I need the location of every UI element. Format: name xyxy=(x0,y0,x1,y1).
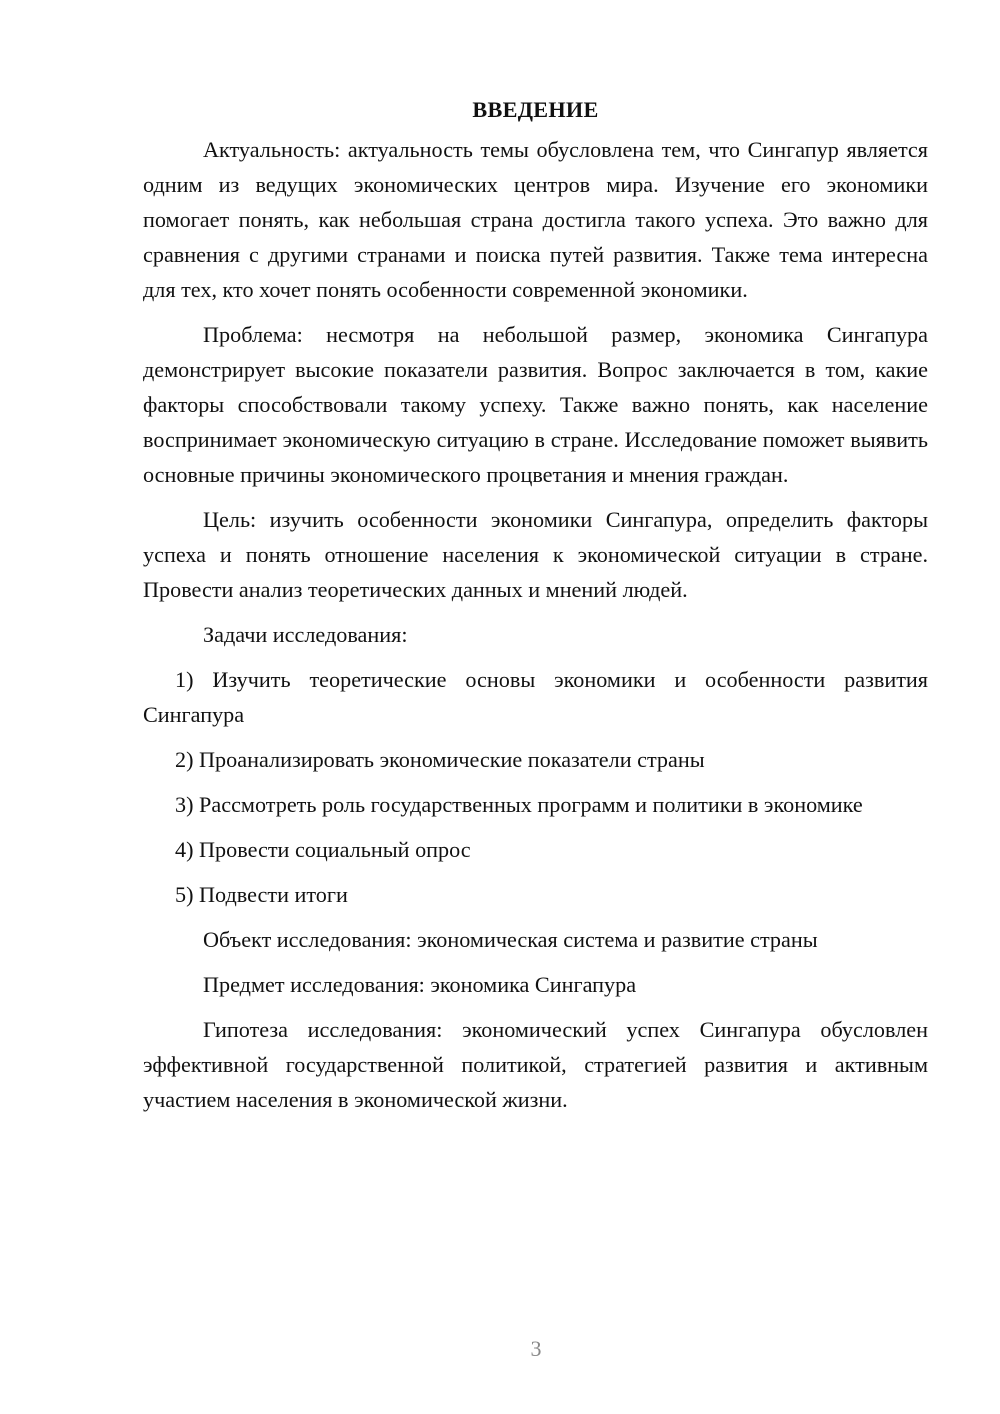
research-subject: Предмет исследования: экономика Сингапура xyxy=(203,972,637,997)
research-object: Объект исследования: экономическая система и развитие страны xyxy=(203,927,818,952)
task-item-5: 5) Подвести итоги xyxy=(175,882,348,907)
task-item-4: 4) Провести социальный опрос xyxy=(175,837,471,862)
page-body xyxy=(143,92,928,1127)
page-number: 3 xyxy=(530,1336,542,1361)
tasks-heading: Задачи исследования: xyxy=(203,622,408,647)
goal-paragraph: Цель: изучить особенности экономики Сингапура, определить факторы успеха и понять отношение населения к экономической ситуации в стране. Провести анализ теоретических данных и мнений людей. xyxy=(143,507,928,602)
task-item-1: 1) Изучить теоретические основы экономики и особенности развития Сингапура xyxy=(143,667,928,727)
hypothesis-paragraph: Гипотеза исследования: экономический успех Сингапура обусловлен эффективной государственной политикой, стратегией развития и активным участием населения в экономической жизни. xyxy=(143,1017,928,1112)
section-title: ВВЕДЕНИЕ xyxy=(472,97,599,122)
task-item-2: 2) Проанализировать экономические показатели страны xyxy=(175,747,705,772)
relevance-paragraph: Актуальность: актуальность темы обусловлена тем, что Сингапур является одним из ведущих экономических центров мира. Изучение его экономики помогает понять, как небольшая страна достигла такого успеха. Это важно для сравнения с другими странами и поиска путей развития. Также тема интересна для тех, кто хочет понять особенности современной экономики. xyxy=(143,137,928,302)
problem-paragraph: Проблема: несмотря на небольшой размер, экономика Сингапура демонстрирует высокие показатели развития. Вопрос заключается в том, какие факторы способствовали такому успеху. Также важно понять, как население воспринимает экономическую ситуацию в стране. Исследование поможет выявить основные причины экономического процветания и мнения граждан. xyxy=(143,322,928,487)
task-item-3: 3) Рассмотреть роль государственных программ и политики в экономике xyxy=(175,792,863,817)
